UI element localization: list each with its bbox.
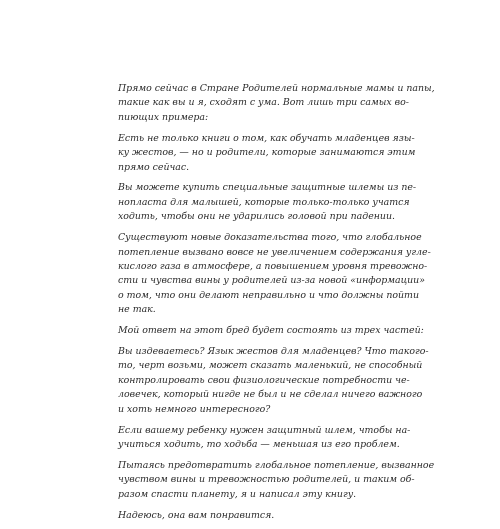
- text-line: Надеюсь, она вам понравится.: [118, 509, 275, 521]
- paragraph: [118, 181, 417, 224]
- text-line: прямо сейчас.: [118, 161, 190, 173]
- paragraph: [118, 345, 429, 417]
- text-line: не так.: [118, 304, 156, 316]
- paragraph-container: [118, 82, 435, 523]
- paragraph: [118, 459, 435, 502]
- body-text: [118, 82, 435, 529]
- text-line: контролировать свои физиологические потребности че-: [118, 374, 410, 386]
- text-line: ловечек, который нигде не был и не сделал ничего важного: [118, 389, 423, 401]
- text-line: ку жестов, — но и родители, которые занимаются этим: [118, 147, 416, 159]
- text-line: о том, что они делают неправильно и что должны пойти: [118, 289, 419, 301]
- text-line: Мой ответ на этот бред будет состоять из трех частей:: [118, 325, 424, 337]
- text-line: Вы издеваетесь? Язык жестов для младенцев? Что такого-: [118, 346, 429, 357]
- text-line: то, черт возьми, может сказать маленький, не способный: [118, 360, 423, 372]
- text-line: и хоть немного интересного?: [118, 403, 271, 415]
- text-line: Вы можете купить специальные защитные шлемы из пе-: [118, 182, 417, 194]
- paragraph: [118, 424, 411, 453]
- text-line: Прямо сейчас в Стране Родителей нормальные мамы и папы,: [118, 83, 435, 94]
- text-line: пиющих примера:: [118, 111, 209, 123]
- paragraph: [118, 509, 390, 523]
- paragraph: [118, 82, 435, 125]
- text-line: Если вашему ребенку нужен защитный шлем, чтобы на-: [118, 424, 411, 436]
- text-line: чувством вины и тревожностью родителей, и таким об-: [118, 474, 415, 486]
- paragraph: [118, 324, 424, 338]
- text-line: Существуют новые доказательства того, что глобальное: [118, 232, 422, 244]
- text-line: разом спасти планету, я и написал эту книгу.: [118, 488, 357, 500]
- paragraph: [118, 132, 416, 175]
- text-line: потепление вызвано вовсе не увеличением содержания угле-: [118, 246, 431, 258]
- text-line: учиться ходить, то ходьба — меньшая из его проблем.: [118, 438, 400, 450]
- text-line: сти и чувства вины у родителей из-за новой «информации»: [118, 275, 425, 287]
- text-line: Пытаясь предотвратить глобальное потепление, вызванное: [118, 459, 435, 471]
- text-line: ходить, чтобы они не ударились головой при падении.: [118, 211, 395, 223]
- text-line: Есть не только книги о том, как обучать младенцев язы-: [118, 132, 415, 144]
- text-line: кислого газа в атмосфере, а повышением уровня тревожно-: [118, 260, 428, 272]
- paragraph: [118, 231, 431, 317]
- text-line: такие как вы и я, сходят с ума. Вот лишь три самых во-: [118, 97, 409, 109]
- text-line: нопласта для малышей, которые только-только учатся: [118, 196, 410, 208]
